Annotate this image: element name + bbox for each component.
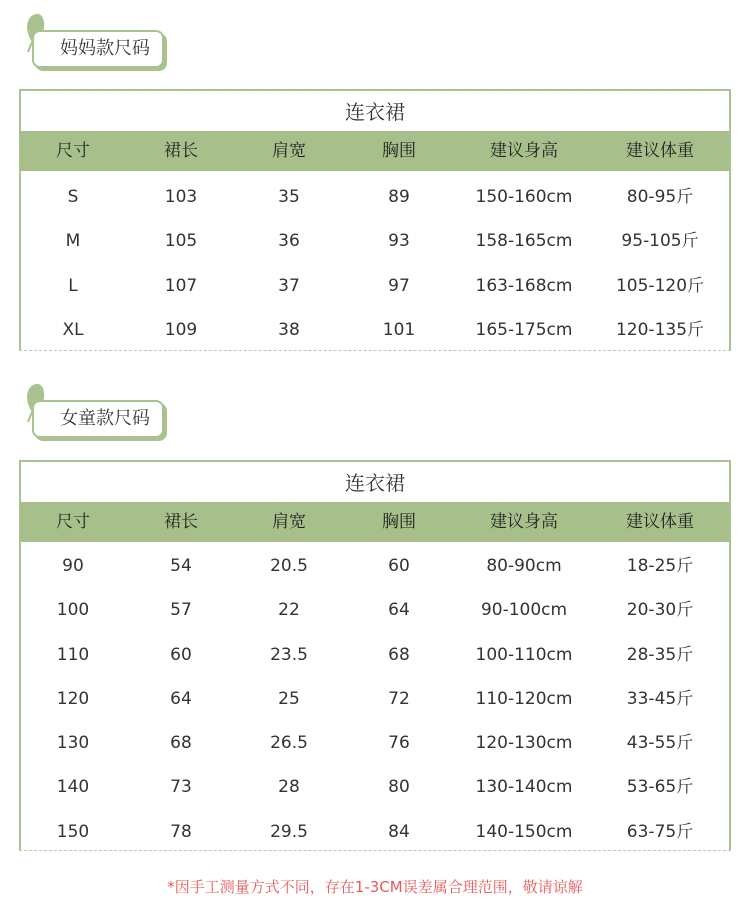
table-cell: 107 (164, 275, 198, 296)
table-row (21, 765, 729, 809)
header-cell: 裙长 (164, 141, 198, 161)
table-cell: 109 (164, 319, 198, 340)
table-cell: 60 (388, 556, 410, 576)
table-cell: 23.5 (270, 644, 308, 665)
table-cell: 90 (62, 556, 84, 576)
table-cell: 105 (164, 231, 198, 252)
table-cell: 26.5 (270, 733, 308, 754)
table-cell: 101 (382, 319, 416, 340)
table-cell: 43-55斤 (626, 733, 694, 754)
table-row (21, 544, 729, 588)
table-cell: 22 (278, 600, 300, 621)
table-cell: 72 (388, 688, 410, 709)
table-cell: 120-135斤 (615, 319, 705, 340)
table-cell: 140-150cm (475, 821, 573, 842)
header-cell: 肩宽 (272, 512, 306, 532)
table-cell: L (68, 275, 78, 296)
table-cell: 105-120斤 (615, 275, 705, 296)
table-cell: 95-105斤 (621, 231, 699, 252)
section-tag: 女童款尺码 (32, 400, 164, 438)
table-cell: 140 (56, 777, 90, 798)
table-cell: 89 (388, 187, 410, 207)
table-cell: 100 (56, 600, 90, 621)
table-cell: 80-90cm (486, 556, 562, 576)
table-cell: 110-120cm (475, 688, 573, 709)
table-cell: 163-168cm (475, 275, 573, 296)
section-tag: 妈妈款尺码 (32, 30, 164, 68)
table-cell: 64 (388, 600, 410, 621)
table-cell: 68 (170, 733, 192, 754)
table-cell: 93 (388, 231, 410, 252)
table-cell: 25 (278, 688, 300, 709)
table-title: 连衣裙 (345, 471, 405, 495)
table-cell: 120-130cm (475, 733, 573, 754)
measurement-note: *因手工测量方式不同，存在1-3CM误差属合理范围，敬请谅解 (167, 878, 583, 896)
table-cell: 130-140cm (475, 777, 573, 798)
table-cell: 120 (56, 688, 90, 709)
table-cell: 130 (56, 733, 90, 754)
table-cell: M (65, 231, 81, 252)
header-cell: 建议体重 (626, 141, 694, 161)
table-cell: S (67, 187, 79, 207)
header-cell: 建议体重 (626, 512, 694, 532)
table-cell: 84 (388, 821, 410, 842)
table-cell: 73 (170, 777, 192, 798)
table-cell: 53-65斤 (626, 777, 694, 798)
table-cell: XL (62, 319, 84, 340)
table-cell: 78 (170, 821, 192, 842)
table-header (21, 131, 729, 171)
header-cell: 胸围 (382, 512, 416, 532)
table-row (21, 264, 729, 308)
table-cell: 103 (164, 187, 198, 207)
table-row (21, 677, 729, 721)
table-cell: 54 (170, 556, 192, 576)
table-cell: 20-30斤 (626, 600, 694, 621)
table-cell: 158-165cm (475, 231, 573, 252)
header-cell: 建议身高 (490, 512, 558, 532)
table-cell: 29.5 (270, 821, 308, 842)
table-cell: 100-110cm (475, 644, 573, 665)
table-cell: 57 (170, 600, 192, 621)
table-cell: 36 (278, 231, 300, 252)
header-cell: 尺寸 (56, 512, 90, 532)
table-cell: 150-160cm (475, 187, 573, 207)
table-row (21, 175, 729, 219)
header-cell: 胸围 (382, 141, 416, 161)
table-cell: 80 (388, 777, 410, 798)
header-cell: 建议身高 (490, 141, 558, 161)
table-cell: 110 (56, 644, 90, 665)
table-row (21, 219, 729, 263)
table-cell: 68 (388, 644, 410, 665)
table-cell: 28 (278, 777, 300, 798)
header-cell: 裙长 (164, 512, 198, 532)
header-cell: 尺寸 (56, 141, 90, 161)
table-cell: 20.5 (270, 556, 308, 576)
table-cell: 18-25斤 (626, 556, 694, 576)
section-heading-girl (18, 378, 218, 440)
table-cell: 64 (170, 688, 192, 709)
table-row (21, 810, 729, 854)
table-cell: 90-100cm (480, 600, 568, 621)
table-cell: 60 (170, 644, 192, 665)
table-cell: 63-75斤 (626, 821, 694, 842)
table-cell: 33-45斤 (626, 688, 694, 709)
table-cell: 38 (278, 319, 300, 340)
table-row (21, 308, 729, 352)
table-row (21, 633, 729, 677)
table-cell: 165-175cm (475, 319, 573, 340)
table-cell: 150 (56, 821, 90, 842)
table-cell: 80-95斤 (626, 187, 694, 207)
table-row (21, 721, 729, 765)
table-row (21, 588, 729, 632)
size-table-girl (19, 460, 731, 851)
section-heading-mom (18, 8, 218, 70)
table-header (21, 502, 729, 542)
size-table-mom (19, 89, 731, 351)
table-cell: 37 (278, 275, 300, 296)
table-cell: 97 (388, 275, 410, 296)
header-cell: 肩宽 (272, 141, 306, 161)
table-cell: 28-35斤 (626, 644, 694, 665)
table-cell: 76 (388, 733, 410, 754)
table-cell: 35 (278, 187, 300, 207)
table-title: 连衣裙 (345, 100, 405, 124)
